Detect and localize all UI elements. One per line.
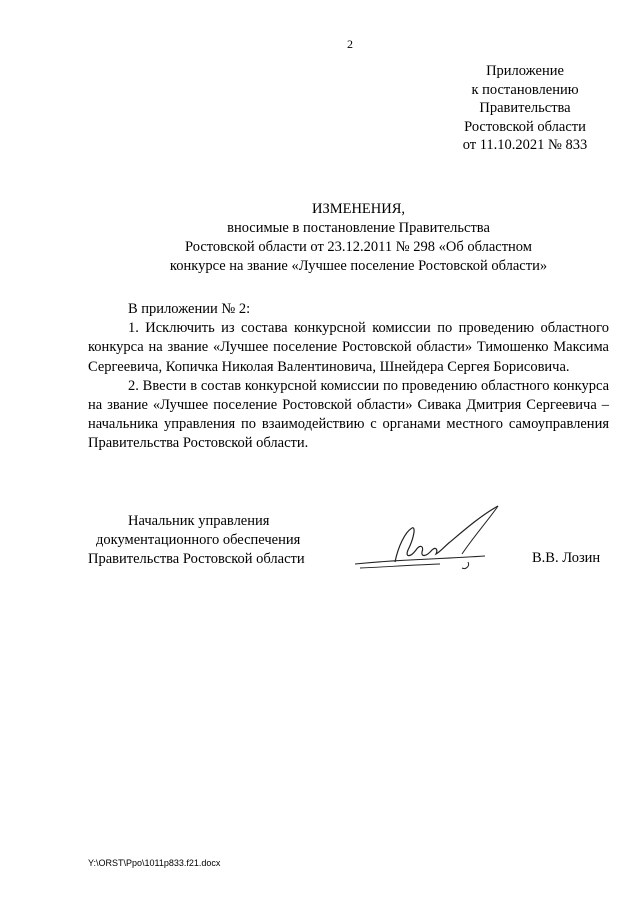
title-line: вносимые в постановление Правительства [227,220,490,236]
signatory-title-line: Правительства Ростовской области [88,551,305,567]
document-body [88,300,609,454]
appendix-line: Приложение [486,63,564,79]
appendix-block [440,62,610,155]
signatory-title-line: документационного обеспечения [96,532,301,548]
page-number: 2 [347,37,353,51]
handwritten-signature [350,502,510,582]
signatory-title-line: Начальник управления [128,513,270,529]
title-line: Ростовской области от 23.12.2011 № 298 «Об областном [185,239,532,255]
title-heading: ИЗМЕНЕНИЯ, [311,201,406,217]
appendix-line: к постановлению [471,81,579,98]
appendix-line: Ростовской области [464,118,586,135]
body-paragraph: 1. Исключить из состава конкурсной комиссии по проведению областного конкурса на звание «Лучшее поселение Ростовской области» Тимошенко Максима Сергеевича, Копичка Николая Валентиновича, Шнейдера Сергея Борисовича. [88,320,609,375]
signatory-title [88,512,328,569]
signatory-name: В.В. Лозин [532,550,601,566]
footer-file-path: Y:\ORST\Ppo\1011p833.f21.docx [88,858,221,868]
body-paragraph: В приложении № 2: [128,301,251,317]
document-title [0,200,640,276]
appendix-line: Правительства [479,100,571,116]
appendix-line: от 11.10.2021 № 833 [462,137,588,153]
body-paragraph: 2. Ввести в состав конкурсной комиссии по проведению областного конкурса на звание «Лучшее поселение Ростовской области» Сивака Дмитрия Сергеевича – начальника управления по взаимодействию с органами местного самоуправления Правительства Ростовской области. [88,377,609,452]
title-line: конкурсе на звание «Лучшее поселение Ростовской области» [169,258,548,274]
